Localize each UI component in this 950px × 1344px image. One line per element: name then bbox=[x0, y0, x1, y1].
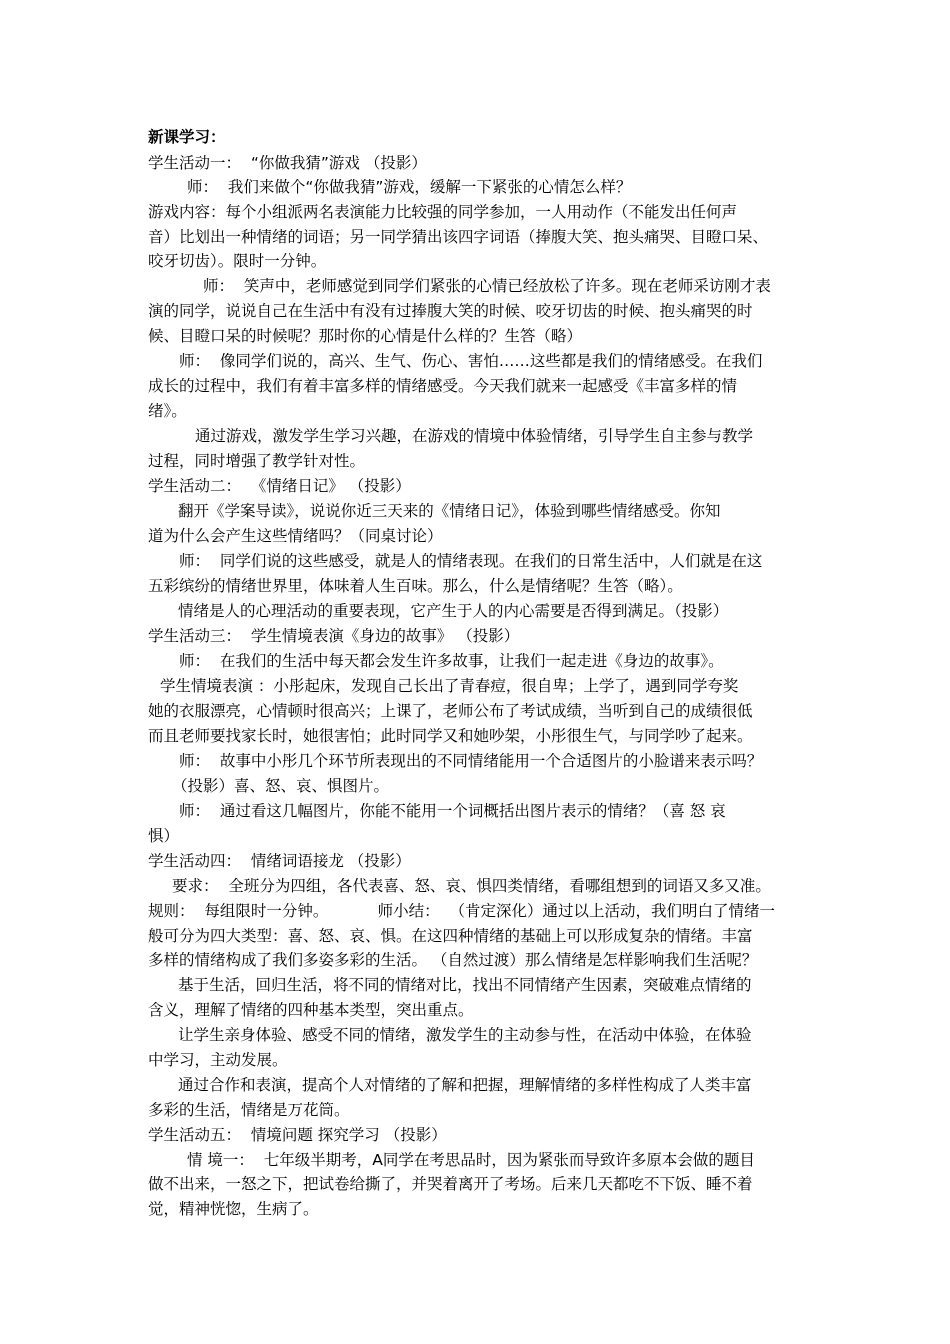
text-line: 让学生亲身体验、感受不同的情绪，激发学生的主动参与性，在活动中体验，在体验 bbox=[178, 1026, 752, 1044]
text-line: 要求： 全班分为四组，各代表喜、怒、哀、惧四类情绪，看哪组想到的词语又多又准。 bbox=[172, 877, 771, 895]
text-line: 师： 像同学们说的，高兴、生气、伤心、害怕……这些都是我们的情绪感受。在我们 bbox=[179, 352, 763, 370]
text-line: 学生情境表演 ：小彤起床，发现自己长出了青春痘，很自卑；上学了，遇到同学夸奖 bbox=[160, 677, 739, 695]
text-line: 多彩的生活，情绪是万花筒。 bbox=[148, 1101, 350, 1119]
text-line: 惧） bbox=[148, 827, 180, 845]
text-line: 过程，同时增强了教学针对性。 bbox=[148, 452, 366, 470]
text-line: 道为什么会产生这些情绪吗？（同桌讨论） bbox=[148, 527, 443, 545]
text-line: 情 境一： 七年级半期考，A同学在考思品时，因为紧张而导致许多原本会做的题目 bbox=[187, 1151, 755, 1169]
text-line: 含义，理解了情绪的四种基本类型，突出重点。 bbox=[148, 1001, 474, 1019]
text-line: 候、目瞪口呆的时候呢？那时你的心情是什么样的？生答（略） bbox=[148, 327, 583, 345]
text-line: 做不出来，一怒之下，把试卷给撕了，并哭着离开了考场。后来几天都吃不下饭、睡不着 bbox=[148, 1175, 753, 1193]
text-line: 音）比划出一种情绪的词语；另一同学猜出该四字词语（捧腹大笑、抱头痛哭、目瞪口呆、 bbox=[148, 228, 769, 246]
text-line: 五彩缤纷的情绪世界里，体味着人生百味。那么，什么是情绪呢？生答（略）。 bbox=[148, 577, 683, 595]
activity-1-heading: 学生活动一： “你做我猜”游戏 （投影） bbox=[148, 154, 427, 172]
text-line: 师： 故事中小彤几个环节所表现出的不同情绪能用一个合适图片的小脸谱来表示吗？ bbox=[179, 752, 763, 770]
text-line: 多样的情绪构成了我们多姿多彩的生活。 （自然过渡）那么情绪是怎样影响我们生活呢？ bbox=[148, 951, 758, 969]
text-line: 师： 通过看这几幅图片，你能不能用一个词概括出图片表示的情绪？（喜 怒 哀 bbox=[179, 802, 726, 820]
text-line: 基于生活，回归生活，将不同的情绪对比，找出不同情绪产生因素，突破难点情绪的 bbox=[178, 976, 752, 994]
text-line: 觉，精神恍惚，生病了。 bbox=[148, 1200, 319, 1218]
text-line: 演的同学，说说自己在生活中有没有过捧腹大笑的时候、咬牙切齿的时候、抱头痛哭的时 bbox=[148, 302, 753, 320]
text-line: 般可分为四大类型：喜、怒、哀、惧。在这四种情绪的基础上可以形成复杂的情绪。丰富 bbox=[148, 927, 753, 945]
text-line: 规则： 每组限时一分钟。 师小结： （肯定深化）通过以上活动，我们明白了情绪一 bbox=[148, 902, 775, 920]
text-line: （投影）喜、怒、哀、惧图片。 bbox=[172, 777, 390, 795]
text-line: 中学习，主动发展。 bbox=[148, 1051, 288, 1069]
section-heading: 新课学习： bbox=[148, 128, 226, 146]
text-line: 绪》。 bbox=[148, 402, 187, 420]
text-line: 她的衣服漂亮，心情顿时很高兴；上课了，老师公布了考试成绩，当听到自己的成绩很低 bbox=[148, 702, 753, 720]
text-line: 通过游戏，激发学生学习兴趣，在游戏的情境中体验情绪，引导学生自主参与教学 bbox=[195, 427, 754, 445]
text-line: 师： 在我们的生活中每天都会发生许多故事，让我们一起走进《身边的故事》。 bbox=[179, 652, 724, 670]
text-line: 师： 同学们说的这些感受，就是人的情绪表现。在我们的日常生活中，人们就是在这 bbox=[179, 552, 763, 570]
text-line: 通过合作和表演，提高个人对情绪的了解和把握，理解情绪的多样性构成了人类丰富 bbox=[178, 1076, 752, 1094]
text-line: 翻开《学案导读》，说说你近三天来的《情绪日记》，体验到哪些情绪感受。你知 bbox=[178, 502, 721, 520]
activity-5-heading: 学生活动五： 情境问题 探究学习 （投影） bbox=[148, 1126, 447, 1144]
text-line: 而且老师要找家长时，她很害怕；此时同学又和她吵架，小彤很生气，与同学吵了起来。 bbox=[148, 727, 753, 745]
activity-2-heading: 学生活动二： 《情绪日记》 （投影） bbox=[148, 477, 411, 495]
text-line: 师： 我们来做个“你做我猜”游戏，缓解一下紧张的心情怎么样？ bbox=[187, 178, 632, 196]
activity-3-heading: 学生活动三： 学生情境表演《身边的故事》 （投影） bbox=[148, 627, 520, 645]
text-line: 咬牙切齿）。限时一分钟。 bbox=[148, 252, 327, 270]
activity-4-heading: 学生活动四： 情绪词语接龙 （投影） bbox=[148, 852, 411, 870]
text-line: 成长的过程中，我们有着丰富多样的情绪感受。今天我们就来一起感受《丰富多样的情 bbox=[148, 377, 738, 395]
text-line: 游戏内容：每个小组派两名表演能力比较强的同学参加，一人用动作（不能发出任何声 bbox=[148, 203, 738, 221]
text-line: 师： 笑声中，老师感觉到同学们紧张的心情已经放松了许多。现在老师采访刚才表 bbox=[203, 277, 771, 295]
text-line: 情绪是人的心理活动的重要表现，它产生于人的内心需要是否得到满足。（投影） bbox=[178, 602, 729, 620]
